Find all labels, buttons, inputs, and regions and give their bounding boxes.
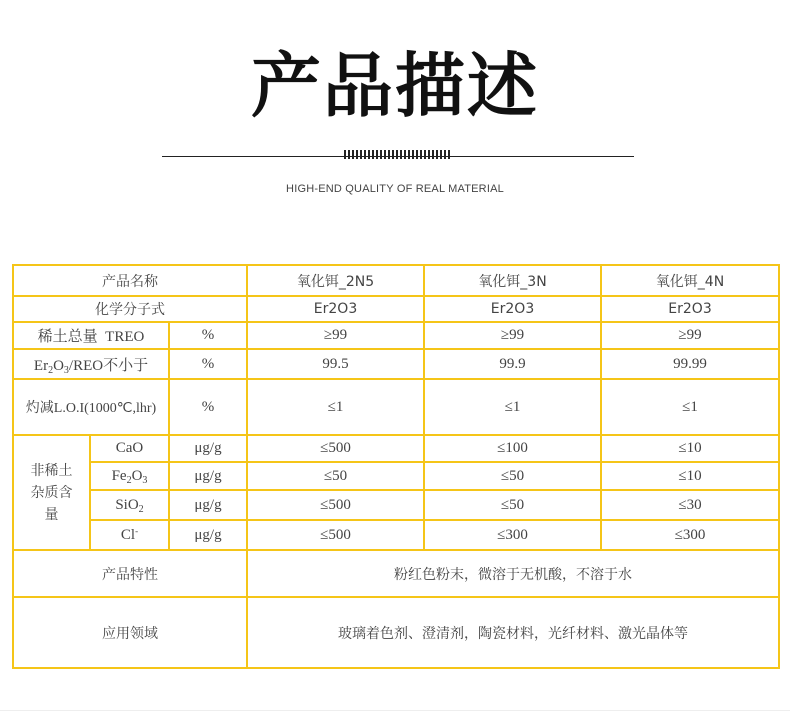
table-row-impurity (13, 520, 779, 550)
table-row-property (13, 550, 779, 597)
loi-unit: % (169, 379, 247, 435)
formula-cell: Er2O3 (247, 296, 424, 322)
formula-cell: Er2O3 (424, 296, 601, 322)
table-row-impurity (13, 490, 779, 520)
loi-cell: ≤1 (601, 379, 779, 435)
impurity-cell: ≤300 (601, 520, 779, 550)
loi-cell: ≤1 (424, 379, 601, 435)
table-row-product-name (13, 265, 779, 296)
ratio-unit: % (169, 349, 247, 379)
impurity-cell: ≤10 (601, 435, 779, 462)
table-row-formula (13, 296, 779, 322)
ratio-cell: 99.9 (424, 349, 601, 379)
formula-cell: Er2O3 (601, 296, 779, 322)
impurity-cell: ≤100 (424, 435, 601, 462)
ratio-label: $Er_2O_3$/REO不小于 (13, 349, 169, 379)
application-value: 玻璃着色剂、澄清剂，陶瓷材料，光纤材料、激光晶体等 (247, 597, 779, 668)
divider-hatch-ornament (344, 150, 452, 159)
impurity-name: Cl- (90, 520, 169, 550)
table-row-impurity (13, 462, 779, 490)
table-row-impurity (13, 435, 779, 462)
product-name-label: 产品名称 (13, 265, 247, 296)
impurity-unit: μg/g (169, 462, 247, 490)
ratio-cell: 99.5 (247, 349, 424, 379)
impurity-name: SiO$_2$ (90, 490, 169, 520)
impurity-unit: μg/g (169, 490, 247, 520)
table-row-treo (13, 322, 779, 349)
property-label: 产品特性 (13, 550, 247, 597)
product-name-cell: 氧化铒_2N5 (247, 265, 424, 296)
impurity-cell: ≤50 (424, 490, 601, 520)
page-bottom-divider (0, 710, 790, 711)
impurity-cell: ≤50 (424, 462, 601, 490)
impurity-unit: μg/g (169, 435, 247, 462)
loi-label: 灼减L.O.I(1000℃,lhr) (13, 379, 169, 435)
impurity-cell: ≤500 (247, 520, 424, 550)
page-subtitle: HIGH-END QUALITY OF REAL MATERIAL (286, 183, 504, 195)
impurity-cell: ≤300 (424, 520, 601, 550)
table-row-ratio (13, 349, 779, 379)
treo-cell: ≥99 (247, 322, 424, 349)
impurity-cell: ≤500 (247, 490, 424, 520)
treo-unit: % (169, 322, 247, 349)
impurity-name: $Fe_2O_3$ (90, 462, 169, 490)
impurity-cell: ≤30 (601, 490, 779, 520)
treo-cell: ≥99 (601, 322, 779, 349)
treo-label: 稀土总量 TREO (13, 322, 169, 349)
impurity-group-label: 非稀土杂质含量 (13, 435, 90, 550)
table-row-loi (13, 379, 779, 435)
impurity-cell: ≤500 (247, 435, 424, 462)
impurity-cell: ≤10 (601, 462, 779, 490)
impurity-unit: μg/g (169, 520, 247, 550)
product-name-cell: 氧化铒_4N (601, 265, 779, 296)
product-name-cell: 氧化铒_3N (424, 265, 601, 296)
spec-table (12, 264, 780, 669)
formula-label: 化学分子式 (13, 296, 247, 322)
impurity-cell: ≤50 (247, 462, 424, 490)
page-title: 产品描述 (251, 45, 539, 127)
treo-cell: ≥99 (424, 322, 601, 349)
application-label: 应用领域 (13, 597, 247, 668)
ratio-cell: 99.99 (601, 349, 779, 379)
property-value: 粉红色粉末，微溶于无机酸，不溶于水 (247, 550, 779, 597)
loi-cell: ≤1 (247, 379, 424, 435)
table-row-application (13, 597, 779, 668)
impurity-name: CaO (90, 435, 169, 462)
